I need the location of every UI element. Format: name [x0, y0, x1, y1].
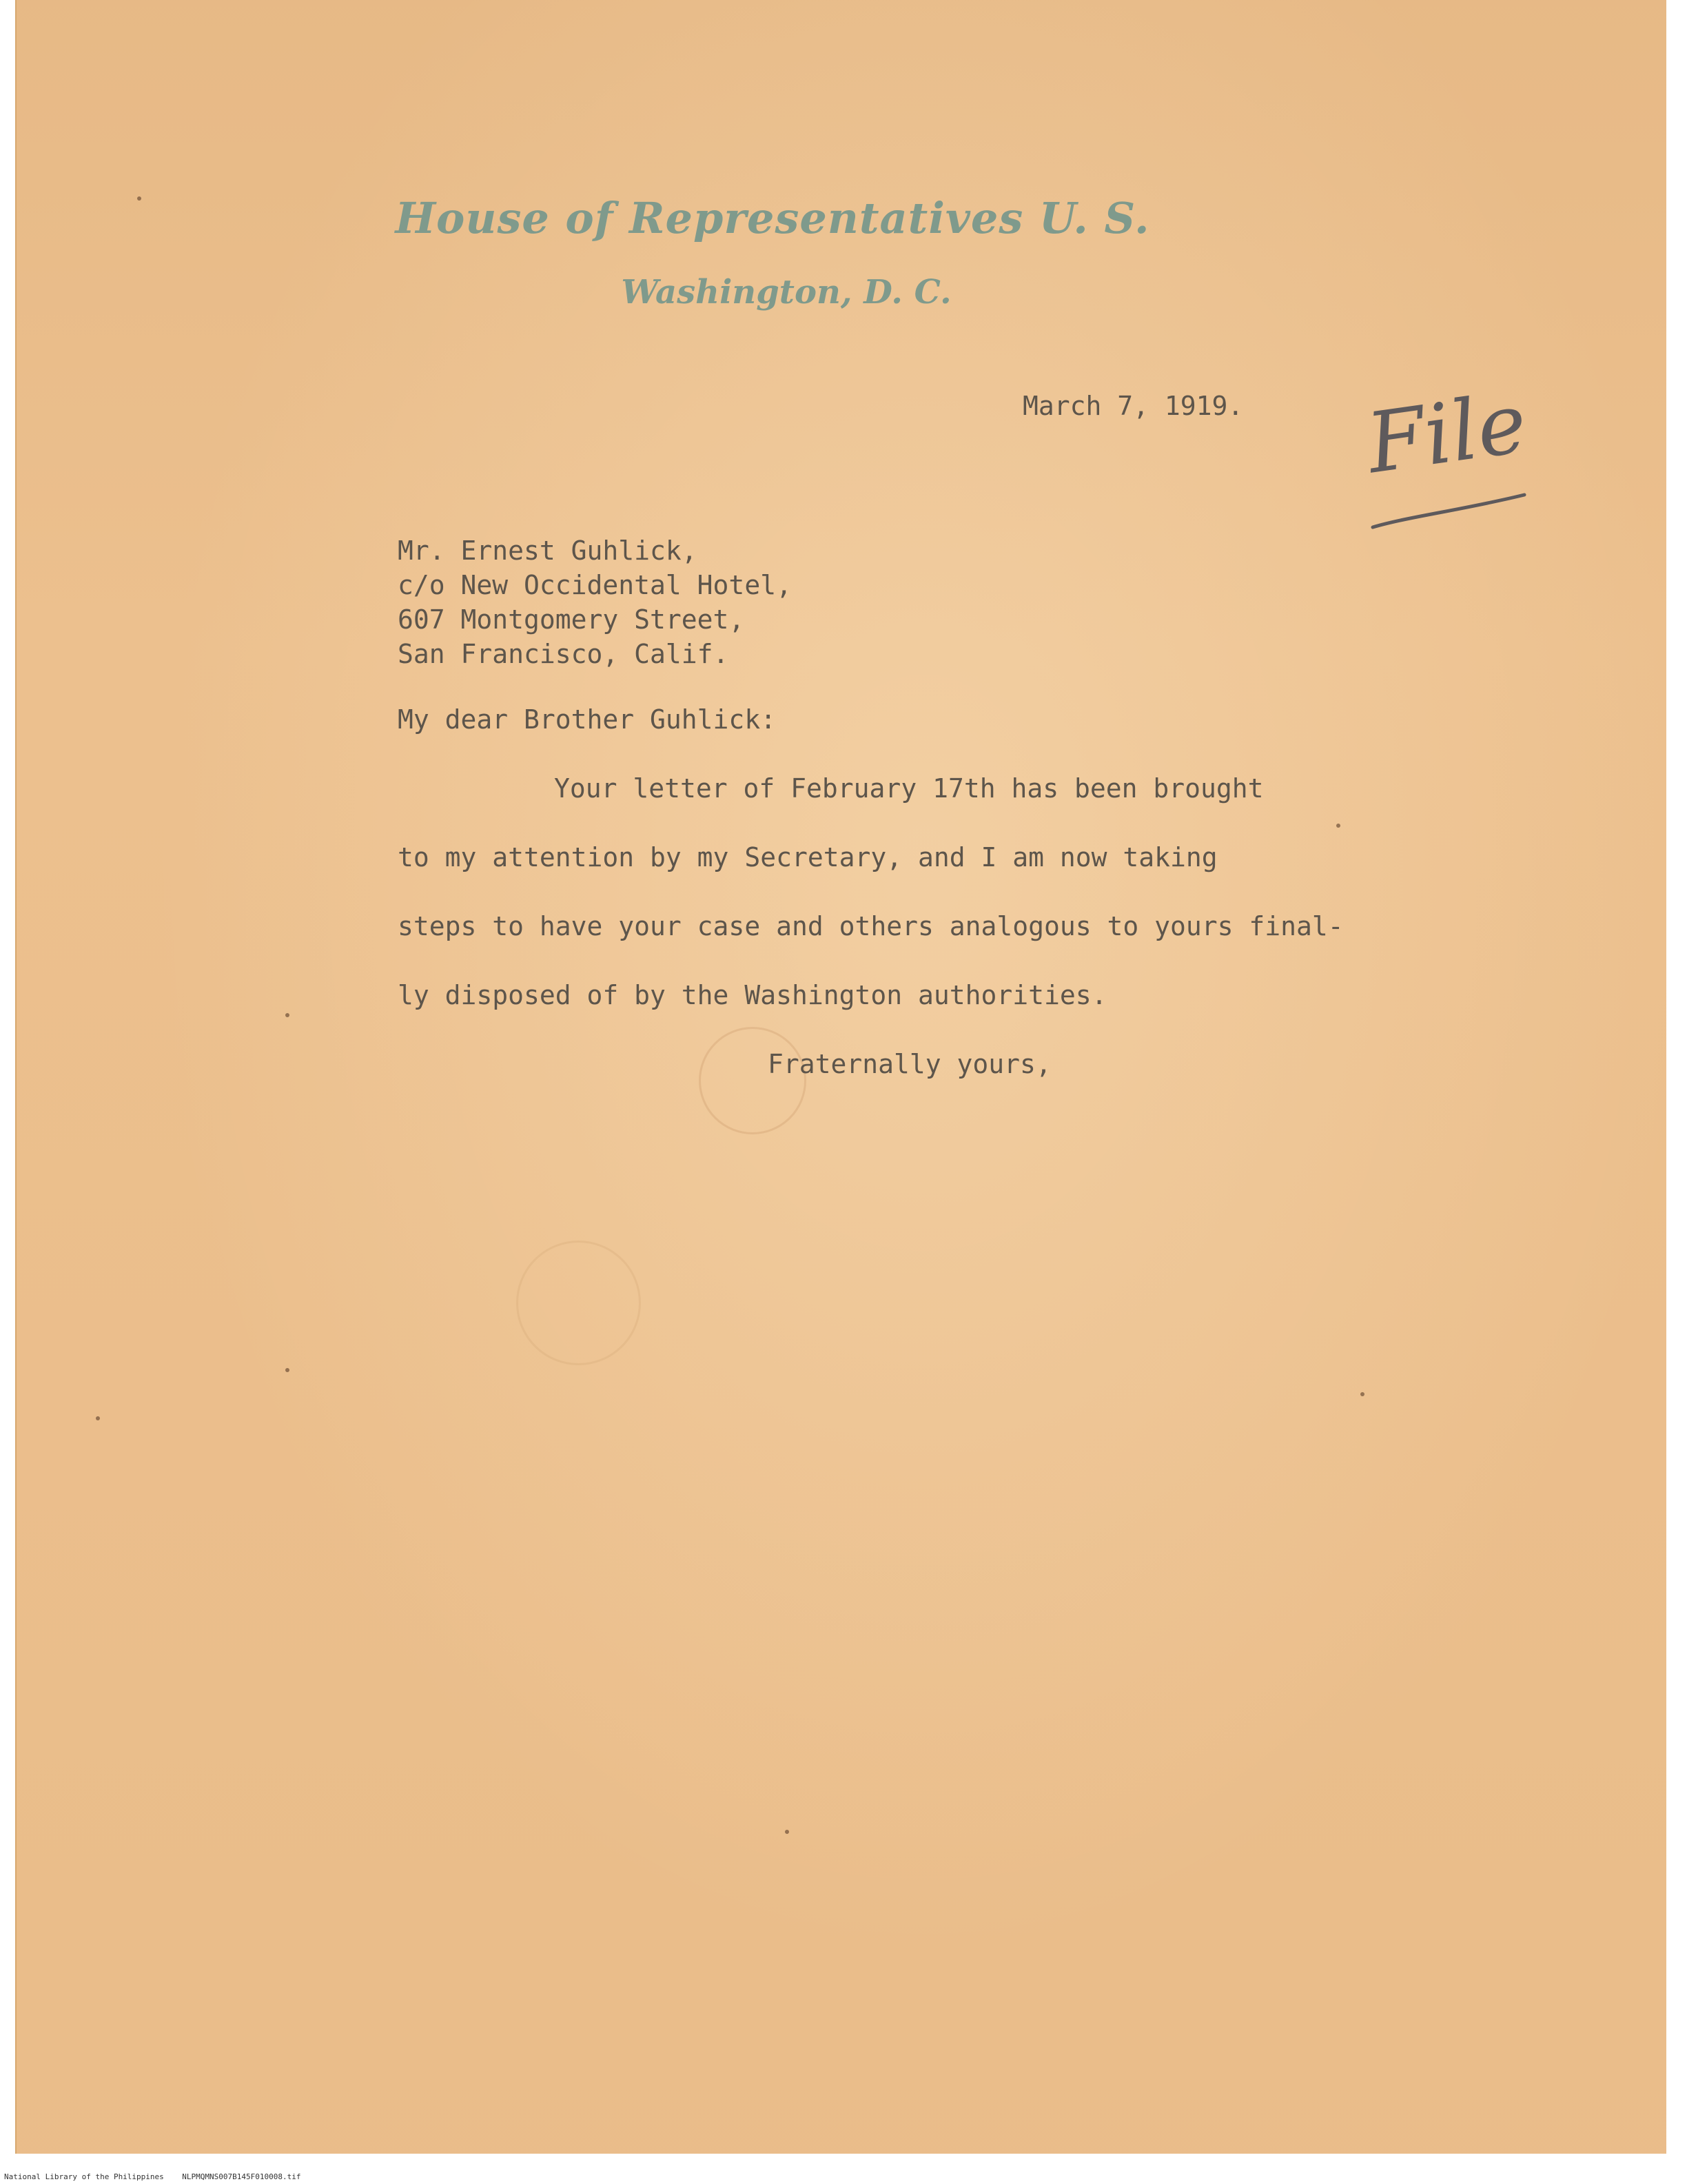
paper-speck — [285, 1013, 289, 1017]
recipient-name: Mr. Ernest Guhlick, — [398, 535, 697, 566]
recipient-address-line: 607 Montgomery Street, — [398, 604, 745, 635]
coffee-stain — [516, 1241, 641, 1365]
letter-date: March 7, 1919. — [1023, 391, 1244, 421]
footer-filename: NLPMQMNS007B145F010008.tif — [182, 2172, 301, 2181]
letterhead-location: Washington, D. C. — [621, 273, 952, 312]
scan-footer — [4, 2172, 300, 2181]
body-line: steps to have your case and others analogous to yours final- — [398, 911, 1344, 941]
paper-speck — [96, 1416, 100, 1420]
closing: Fraternally yours, — [768, 1049, 1052, 1079]
paper-speck — [785, 1830, 789, 1834]
paper-speck — [1360, 1392, 1364, 1396]
body-line: to my attention by my Secretary, and I am now taking — [398, 842, 1218, 872]
letterhead-title: House of Representatives U. S. — [395, 193, 1150, 243]
recipient-address-line: c/o New Occidental Hotel, — [398, 570, 792, 600]
file-annotation: File — [1361, 375, 1533, 493]
salutation: My dear Brother Guhlick: — [398, 704, 777, 735]
body-line: ly disposed of by the Washington authorities. — [398, 980, 1107, 1010]
footer-source: National Library of the Philippines — [4, 2172, 164, 2181]
letter-page — [15, 0, 1666, 2154]
annotation-underline — [1366, 489, 1531, 538]
paper-speck — [285, 1368, 289, 1372]
recipient-address-line: San Francisco, Calif. — [398, 639, 729, 669]
body-line: Your letter of February 17th has been brought — [554, 773, 1264, 804]
coffee-stain — [699, 1027, 806, 1134]
paper-speck — [1336, 824, 1340, 828]
